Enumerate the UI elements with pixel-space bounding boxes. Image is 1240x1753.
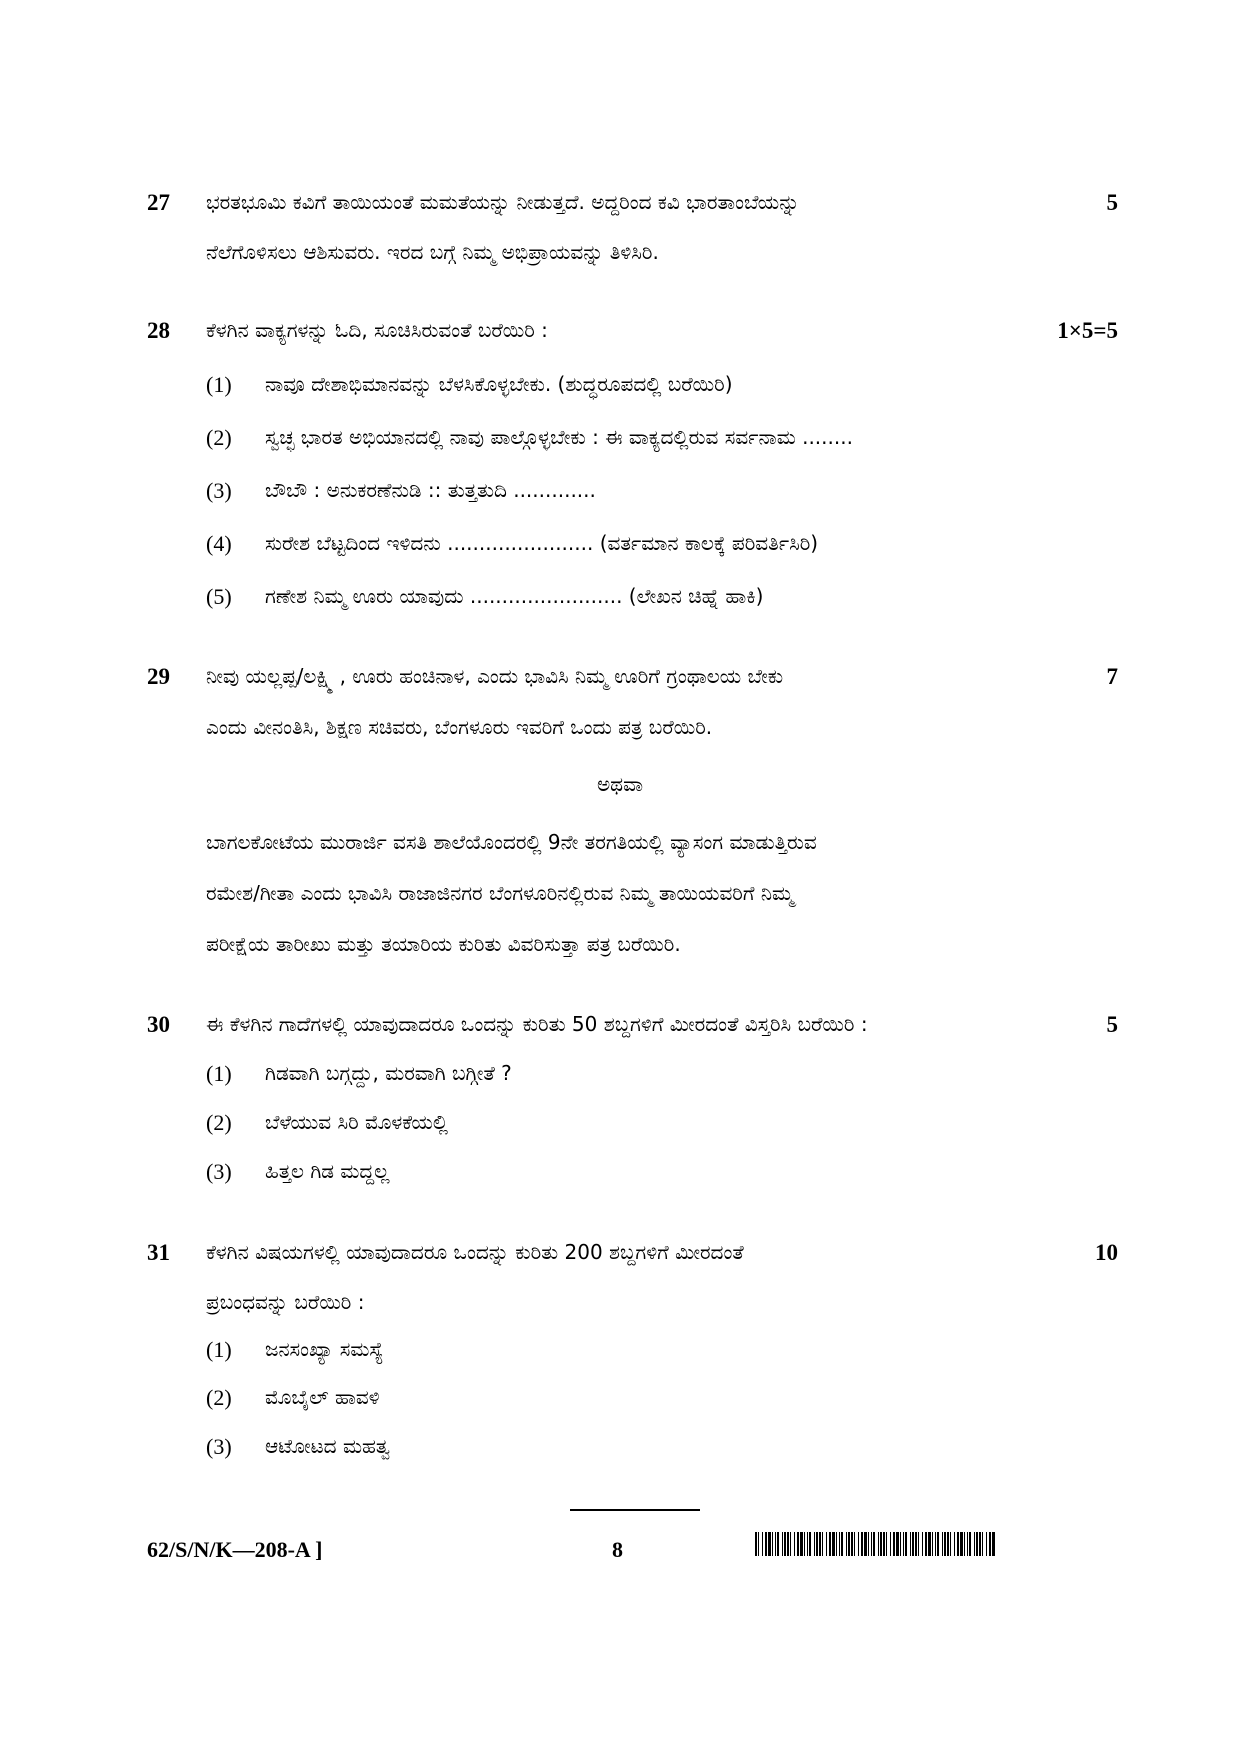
sub-item xyxy=(0,1159,1240,1199)
barcode-bar xyxy=(777,1532,779,1556)
barcode-bar xyxy=(974,1532,975,1556)
barcode-icon xyxy=(755,1532,995,1556)
barcode-bar xyxy=(912,1532,914,1556)
barcode-bar xyxy=(775,1532,776,1556)
barcode-bar xyxy=(822,1532,823,1556)
barcode-bar xyxy=(979,1532,981,1556)
barcode-bar xyxy=(854,1532,855,1556)
barcode-bar xyxy=(947,1532,949,1556)
sub-item-text: ಸುರೇಶ ಬೆಟ್ಟದಿಂದ ಇಳಿದನು ....................... (ವರ್ತಮಾನ ಕಾಲಕ್ಕೆ ಪರಿವರ್ತಿಸಿರಿ) xyxy=(265,531,819,555)
sub-item-text: ಆಟೋಟದ ಮಹತ್ವ xyxy=(265,1434,391,1458)
barcode-bar xyxy=(893,1532,895,1556)
barcode-bar xyxy=(836,1532,837,1556)
barcode-bar xyxy=(967,1532,968,1556)
question-marks: 5 xyxy=(1106,190,1118,215)
barcode-bar xyxy=(841,1532,843,1556)
barcode-bar xyxy=(826,1532,827,1556)
barcode-bar xyxy=(976,1532,978,1556)
sub-item xyxy=(0,372,1240,412)
barcode-bar xyxy=(790,1532,791,1556)
sub-item-text: ಸ್ವಚ್ಛ ಭಾರತ ಅಭಿಯಾನದಲ್ಲಿ ನಾವು ಪಾಲ್ಗೊಳ್ಳಬೇಕು : ಈ ವಾಕ್ಯದಲ್ಲಿರುವ ಸರ್ವನಾಮ ........ xyxy=(265,425,853,449)
barcode-bar xyxy=(964,1532,965,1556)
barcode-bar xyxy=(935,1532,936,1556)
barcode-bar xyxy=(896,1532,899,1556)
barcode-bar xyxy=(903,1532,904,1556)
question-text: ಎಂದು ವೀನಂತಿಸಿ, ಶಿಕ್ಷಣ ಸಚಿವರು, ಬೆಂಗಳೂರು ಇವರಿಗೆ ಒಂದು ಪತ್ರ ಬರೆಯಿರಿ. xyxy=(206,715,713,739)
barcode-bar xyxy=(864,1532,867,1556)
barcode-bar xyxy=(915,1532,917,1556)
barcode-bar xyxy=(848,1532,850,1556)
barcode-bar xyxy=(772,1532,773,1556)
paper-code: 62/S/N/K—208-A ] xyxy=(147,1537,323,1562)
barcode-bar xyxy=(809,1532,811,1556)
barcode-bar xyxy=(758,1532,759,1556)
sub-item xyxy=(0,1434,1240,1474)
barcode-bar xyxy=(982,1532,983,1556)
barcode-bar xyxy=(932,1532,933,1556)
barcode-bar xyxy=(816,1532,818,1556)
barcode-bar xyxy=(880,1532,882,1556)
or-separator: ಅಥವಾ xyxy=(597,772,643,796)
barcode-bar xyxy=(922,1532,923,1556)
barcode-bar xyxy=(851,1532,853,1556)
barcode-bar xyxy=(986,1532,987,1556)
sub-item-index: (1) xyxy=(206,1061,232,1086)
question-text: ನೀವು ಯಲ್ಲಪ್ಪ/ಲಕ್ಷ್ಮಿ , ಊರು ಹಂಚಿನಾಳ, ಎಂದು ಭಾವಿಸಿ ನಿಮ್ಮ ಊರಿಗೆ ಗ್ರಂಥಾಲಯ ಬೇಕು xyxy=(206,664,784,688)
barcode-bar xyxy=(858,1532,859,1556)
sub-item xyxy=(0,1385,1240,1425)
barcode-bar xyxy=(762,1532,763,1556)
barcode-bar xyxy=(878,1532,879,1556)
sub-item-text: ಬೌಬೌ : ಅನುಕರಣೆನುಡಿ :: ತುತ್ತತುದಿ ............. xyxy=(265,478,596,502)
sub-item-index: (2) xyxy=(206,1110,232,1135)
barcode-bar xyxy=(797,1532,799,1556)
sub-item-index: (3) xyxy=(206,478,232,503)
barcode-bar xyxy=(861,1532,863,1556)
alternative-text: ರಮೇಶ/ಗೀತಾ ಎಂದು ಭಾವಿಸಿ ರಾಜಾಜಿನಗರ ಬೆಂಗಳೂರಿನಲ್ಲಿರುವ ನಿಮ್ಮ ತಾಯಿಯವರಿಗೆ ನಿಮ್ಮ xyxy=(206,881,794,905)
sub-item xyxy=(0,1061,1240,1101)
question-number: 27 xyxy=(147,190,170,215)
sub-item-index: (1) xyxy=(206,372,232,397)
barcode-bar xyxy=(905,1532,907,1556)
barcode-bar xyxy=(944,1532,946,1556)
sub-item-text: ಗಿಡವಾಗಿ ಬಗ್ಗದ್ದು, ಮರವಾಗಿ ಬಗ್ಗೀತೆ ? xyxy=(265,1061,512,1085)
sub-item-index: (5) xyxy=(206,584,232,609)
barcode-bar xyxy=(886,1532,887,1556)
barcode-bar xyxy=(937,1532,939,1556)
barcode-bar xyxy=(814,1532,815,1556)
barcode-bar xyxy=(954,1532,955,1556)
barcode-bar xyxy=(871,1532,872,1556)
barcode-bar xyxy=(957,1532,959,1556)
barcode-bar xyxy=(868,1532,869,1556)
barcode-bar xyxy=(784,1532,786,1556)
barcode-bar xyxy=(804,1532,805,1556)
sub-item xyxy=(0,1337,1240,1377)
question-number: 31 xyxy=(147,1240,170,1265)
barcode-bar xyxy=(910,1532,911,1556)
question-marks: 10 xyxy=(1095,1240,1118,1265)
barcode-bar xyxy=(807,1532,808,1556)
sub-item-index: (4) xyxy=(206,531,232,556)
sub-item-index: (3) xyxy=(206,1159,232,1184)
barcode-bar xyxy=(800,1532,803,1556)
question-number: 30 xyxy=(147,1012,170,1037)
barcode-bar xyxy=(839,1532,840,1556)
sub-item-text: ಮೊಬೈಲ್ ಹಾವಳಿ xyxy=(265,1385,380,1409)
question-number: 28 xyxy=(147,318,170,343)
question-text: ಈ ಕೆಳಗಿನ ಗಾದೆಗಳಲ್ಲಿ ಯಾವುದಾದರೂ ಒಂದನ್ನು ಕುರಿತು 50 ಶಬ್ದಗಳಿಗೆ ಮೀರದಂತೆ ವಿಸ್ತರಿಸಿ ಬರೆಯಿರಿ : xyxy=(206,1012,868,1036)
sub-item xyxy=(0,531,1240,571)
question-marks: 1×5=5 xyxy=(1057,318,1118,343)
barcode-bar xyxy=(765,1532,767,1556)
sub-item-text: ಹಿತ್ತಲ ಗಿಡ ಮದ್ದಲ್ಲ xyxy=(265,1159,390,1183)
sub-item-text: ನಾವೂ ದೇಶಾಭಿಮಾನವನ್ನು ಬೆಳಸಿಕೊಳ್ಳಬೇಕು. (ಶುದ್ಧರೂಪದಲ್ಲಿ ಬರೆಯಿರಿ) xyxy=(265,372,733,396)
barcode-bar xyxy=(918,1532,919,1556)
barcode-bar xyxy=(829,1532,831,1556)
sub-item-index: (2) xyxy=(206,425,232,450)
sub-item-text: ಜನಸಂಖ್ಯಾ ಸಮಸ್ಯೆ xyxy=(265,1337,384,1361)
barcode-bar xyxy=(787,1532,789,1556)
barcode-bar xyxy=(925,1532,927,1556)
barcode-bar xyxy=(890,1532,891,1556)
barcode-bar xyxy=(846,1532,847,1556)
barcode-bar xyxy=(794,1532,795,1556)
sub-item-index: (3) xyxy=(206,1434,232,1459)
barcode-bar xyxy=(819,1532,821,1556)
barcode-bar xyxy=(928,1532,931,1556)
barcode-bar xyxy=(883,1532,885,1556)
barcode-bar xyxy=(900,1532,901,1556)
alternative-text: ಪರೀಕ್ಷೆಯ ತಾರೀಖು ಮತ್ತು ತಯಾರಿಯ ಕುರಿತು ವಿವರಿಸುತ್ತಾ ಪತ್ರ ಬರೆಯಿರಿ. xyxy=(206,932,681,956)
sub-item xyxy=(0,1110,1240,1150)
sub-item-text: ಬೆಳೆಯುವ ಸಿರಿ ಮೊಳಕೆಯಲ್ಲಿ xyxy=(265,1110,448,1134)
barcode-bar xyxy=(992,1532,995,1556)
barcode-bar xyxy=(950,1532,951,1556)
sub-item-text: ಗಣೇಶ ನಿಮ್ಮ ಊರು ಯಾವುದು ........................ (ಲೇಖನ ಚಿಹ್ನೆ ಹಾಕಿ) xyxy=(265,584,764,608)
question-marks: 5 xyxy=(1106,1012,1118,1037)
sub-item xyxy=(0,478,1240,518)
sub-item xyxy=(0,425,1240,465)
question-text: ಭರತಭೂಮಿ ಕವಿಗೆ ತಾಯಿಯಂತೆ ಮಮತೆಯನ್ನು ನೀಡುತ್ತದೆ. ಅದ್ದರಿಂದ ಕವಿ ಭಾರತಾಂಬೆಯನ್ನು xyxy=(206,190,800,214)
question-marks: 7 xyxy=(1106,664,1118,689)
sub-item-index: (2) xyxy=(206,1385,232,1410)
question-text: ಕೆಳಗಿನ ವಾಕ್ಯಗಳನ್ನು ಓದಿ, ಸೂಚಿಸಿರುವಂತೆ ಬರೆಯಿರಿ : xyxy=(206,318,548,342)
barcode-bar xyxy=(942,1532,943,1556)
barcode-bar xyxy=(960,1532,963,1556)
sub-item xyxy=(0,584,1240,624)
question-number: 29 xyxy=(147,664,170,689)
sub-item-index: (1) xyxy=(206,1337,232,1362)
end-rule xyxy=(570,1509,700,1511)
page-number: 8 xyxy=(612,1537,623,1562)
alternative-text: ಬಾಗಲಕೋಟೆಯ ಮುರಾರ್ಜಿ ವಸತಿ ಶಾಲೆಯೊಂದರಲ್ಲಿ 9ನೇ ತರಗತಿಯಲ್ಲಿ ವ್ಯಾಸಂಗ ಮಾಡುತ್ತಿರುವ xyxy=(206,830,817,854)
barcode-bar xyxy=(989,1532,991,1556)
barcode-bar xyxy=(768,1532,771,1556)
barcode-bar xyxy=(969,1532,971,1556)
question-text: ಕೆಳಗಿನ ವಿಷಯಗಳಲ್ಲಿ ಯಾವುದಾದರೂ ಒಂದನ್ನು ಕುರಿತು 200 ಶಬ್ದಗಳಿಗೆ ಮೀರದಂತೆ xyxy=(206,1240,744,1264)
barcode-bar xyxy=(873,1532,875,1556)
barcode-bar xyxy=(782,1532,783,1556)
question-text: ಪ್ರಬಂಧವನ್ನು ಬರೆಯಿರಿ : xyxy=(206,1290,365,1314)
barcode-bar xyxy=(832,1532,835,1556)
barcode-bar xyxy=(755,1532,757,1556)
question-text: ನೆಲೆಗೊಳಿಸಲು ಆಶಿಸುವರು. ಇರದ ಬಗ್ಗೆ ನಿಮ್ಮ ಅಭಿಪ್ರಾಯವನ್ನು ತಿಳಿಸಿರಿ. xyxy=(206,240,659,264)
